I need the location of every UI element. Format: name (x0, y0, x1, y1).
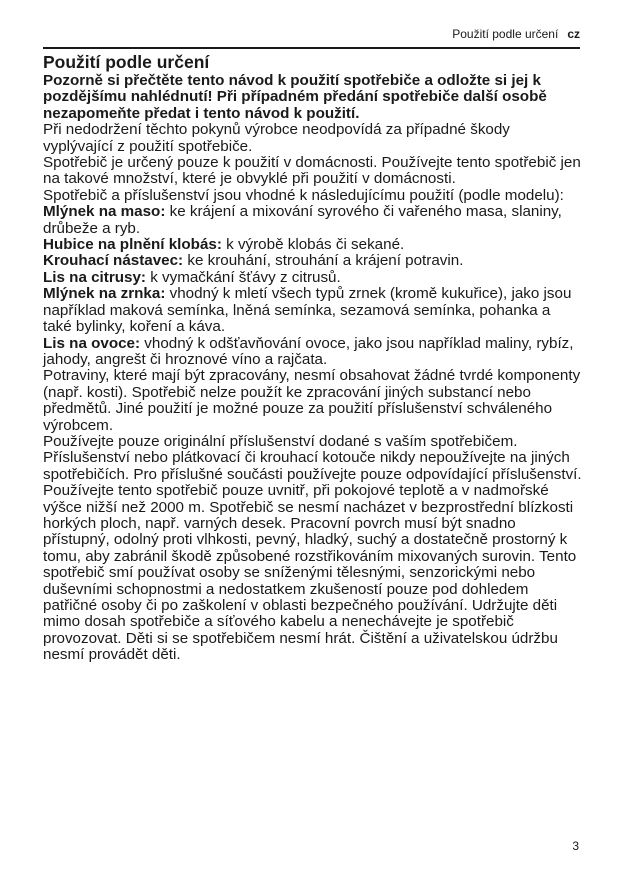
page-header (43, 27, 580, 49)
paragraph-original-accessories: Používejte pouze originální příslušenství dodané s vaším spotřebičem. Příslušenství nebo plátkovací či krouhací kotouče nikdy nepoužívejte na jiných spotřebičích. Pro příslušné součásti používejte pouze odpovídající příslušenství. (43, 432, 582, 483)
accessory-citrus-press (43, 270, 583, 286)
accessory-description: k výrobě klobás či sekané. (221, 236, 405, 254)
main-content (43, 52, 583, 664)
accessory-grain-mill (43, 286, 583, 335)
paragraph-accessories-intro: Spotřebič a příslušenství jsou vhodné k následujícímu použití (podle modelu): (43, 186, 564, 204)
accessory-term: Krouhací nástavec: (43, 252, 184, 270)
header-title: Použití podle určení (452, 27, 559, 41)
accessory-term: Mlýnek na zrnka: (43, 285, 166, 303)
paragraph-liability: Při nedodržení těchto pokynů výrobce neodpovídá za případné škody vyplývající z použití spotřebiče. (43, 121, 510, 155)
accessory-description: k vymačkání šťávy z citrusů. (145, 268, 341, 286)
paragraph-food-restrictions: Potraviny, které mají být zpracovány, nesmí obsahovat žádné tvrdé komponenty (např. kosti). Spotřebič nelze použít ke zpracování jiných substancí nebo předmětů. Jiné použití je možné pouze za použití příslušenství schváleného výrobcem. (43, 367, 581, 434)
accessory-term: Hubice na plnění klobás: (43, 236, 222, 254)
section-title: Použití podle určení (43, 52, 210, 72)
header-language-code: cz (567, 27, 580, 41)
accessory-term: Lis na citrusy: (43, 268, 146, 286)
paragraph-safety-conditions: Používejte tento spotřebič pouze uvnitř, při pokojové teplotě a v nadmořské výšce nižší než 2000 m. Spotřebič se nesmí nacházet v bezprostřední blízkosti horkých ploch, např. varných desek. Pracovní povrch musí být snadno přístupný, odolný proti vlhkosti, pevný, hladký, suchý a dostatečně prostorný k tomu, aby zabránil škodě způsobené rozstřikováním mixovaných surovin. Tento spotřebič smí používat osoby se sníženými tělesnými, senzorickými nebo duševními schopnostmi a nedostatkem zkušeností pouze pod dohledem patřičné osoby či po zaškolení v oblasti bezpečného používání. Udržujte děti mimo dosah spotřebiče a síťového kabelu a nenechávejte je spotřebič provozovat. Děti si se spotřebičem nesmí hrát. Čištění a uživatelskou údržbu nesmí provádět děti. (43, 482, 577, 664)
accessory-shredder (43, 253, 583, 269)
accessory-description: ke krouhání, strouhání a krájení potravin. (183, 252, 464, 270)
accessory-fruit-press (43, 336, 583, 369)
accessory-description: vhodný k odšťavňování ovoce, jako jsou například maliny, rybíz, jahody, angrešt či hroznové víno a rajčata. (43, 334, 574, 368)
paragraph-household-use: Spotřebič je určený pouze k použití v domácnosti. Používejte tento spotřebič jen na takové množství, které je obvyklé při použití v domácnosti. (43, 154, 581, 188)
lead-warning: Pozorně si přečtěte tento návod k použití spotřebiče a odložte si jej k pozdějšímu nahlédnutí! Při případném předání spotřebiče další osobě nezapomeňte předat i tento návod k použití. (43, 72, 547, 122)
page-number: 3 (572, 839, 579, 853)
accessory-description: ke krájení a mixování syrového či vařeného masa, slaniny, drůbeže a ryb. (43, 203, 562, 237)
accessory-term: Mlýnek na maso: (43, 203, 166, 221)
accessory-meat-grinder (43, 204, 583, 237)
accessory-description: vhodný k mletí všech typů zrnek (kromě kukuřice), jako jsou například maková semínka, lněná semínka, sezamová semínka, pohanka a také bylinky, koření a káva. (43, 285, 572, 336)
accessory-term: Lis na ovoce: (43, 334, 141, 352)
accessory-sausage-nozzle (43, 237, 583, 253)
